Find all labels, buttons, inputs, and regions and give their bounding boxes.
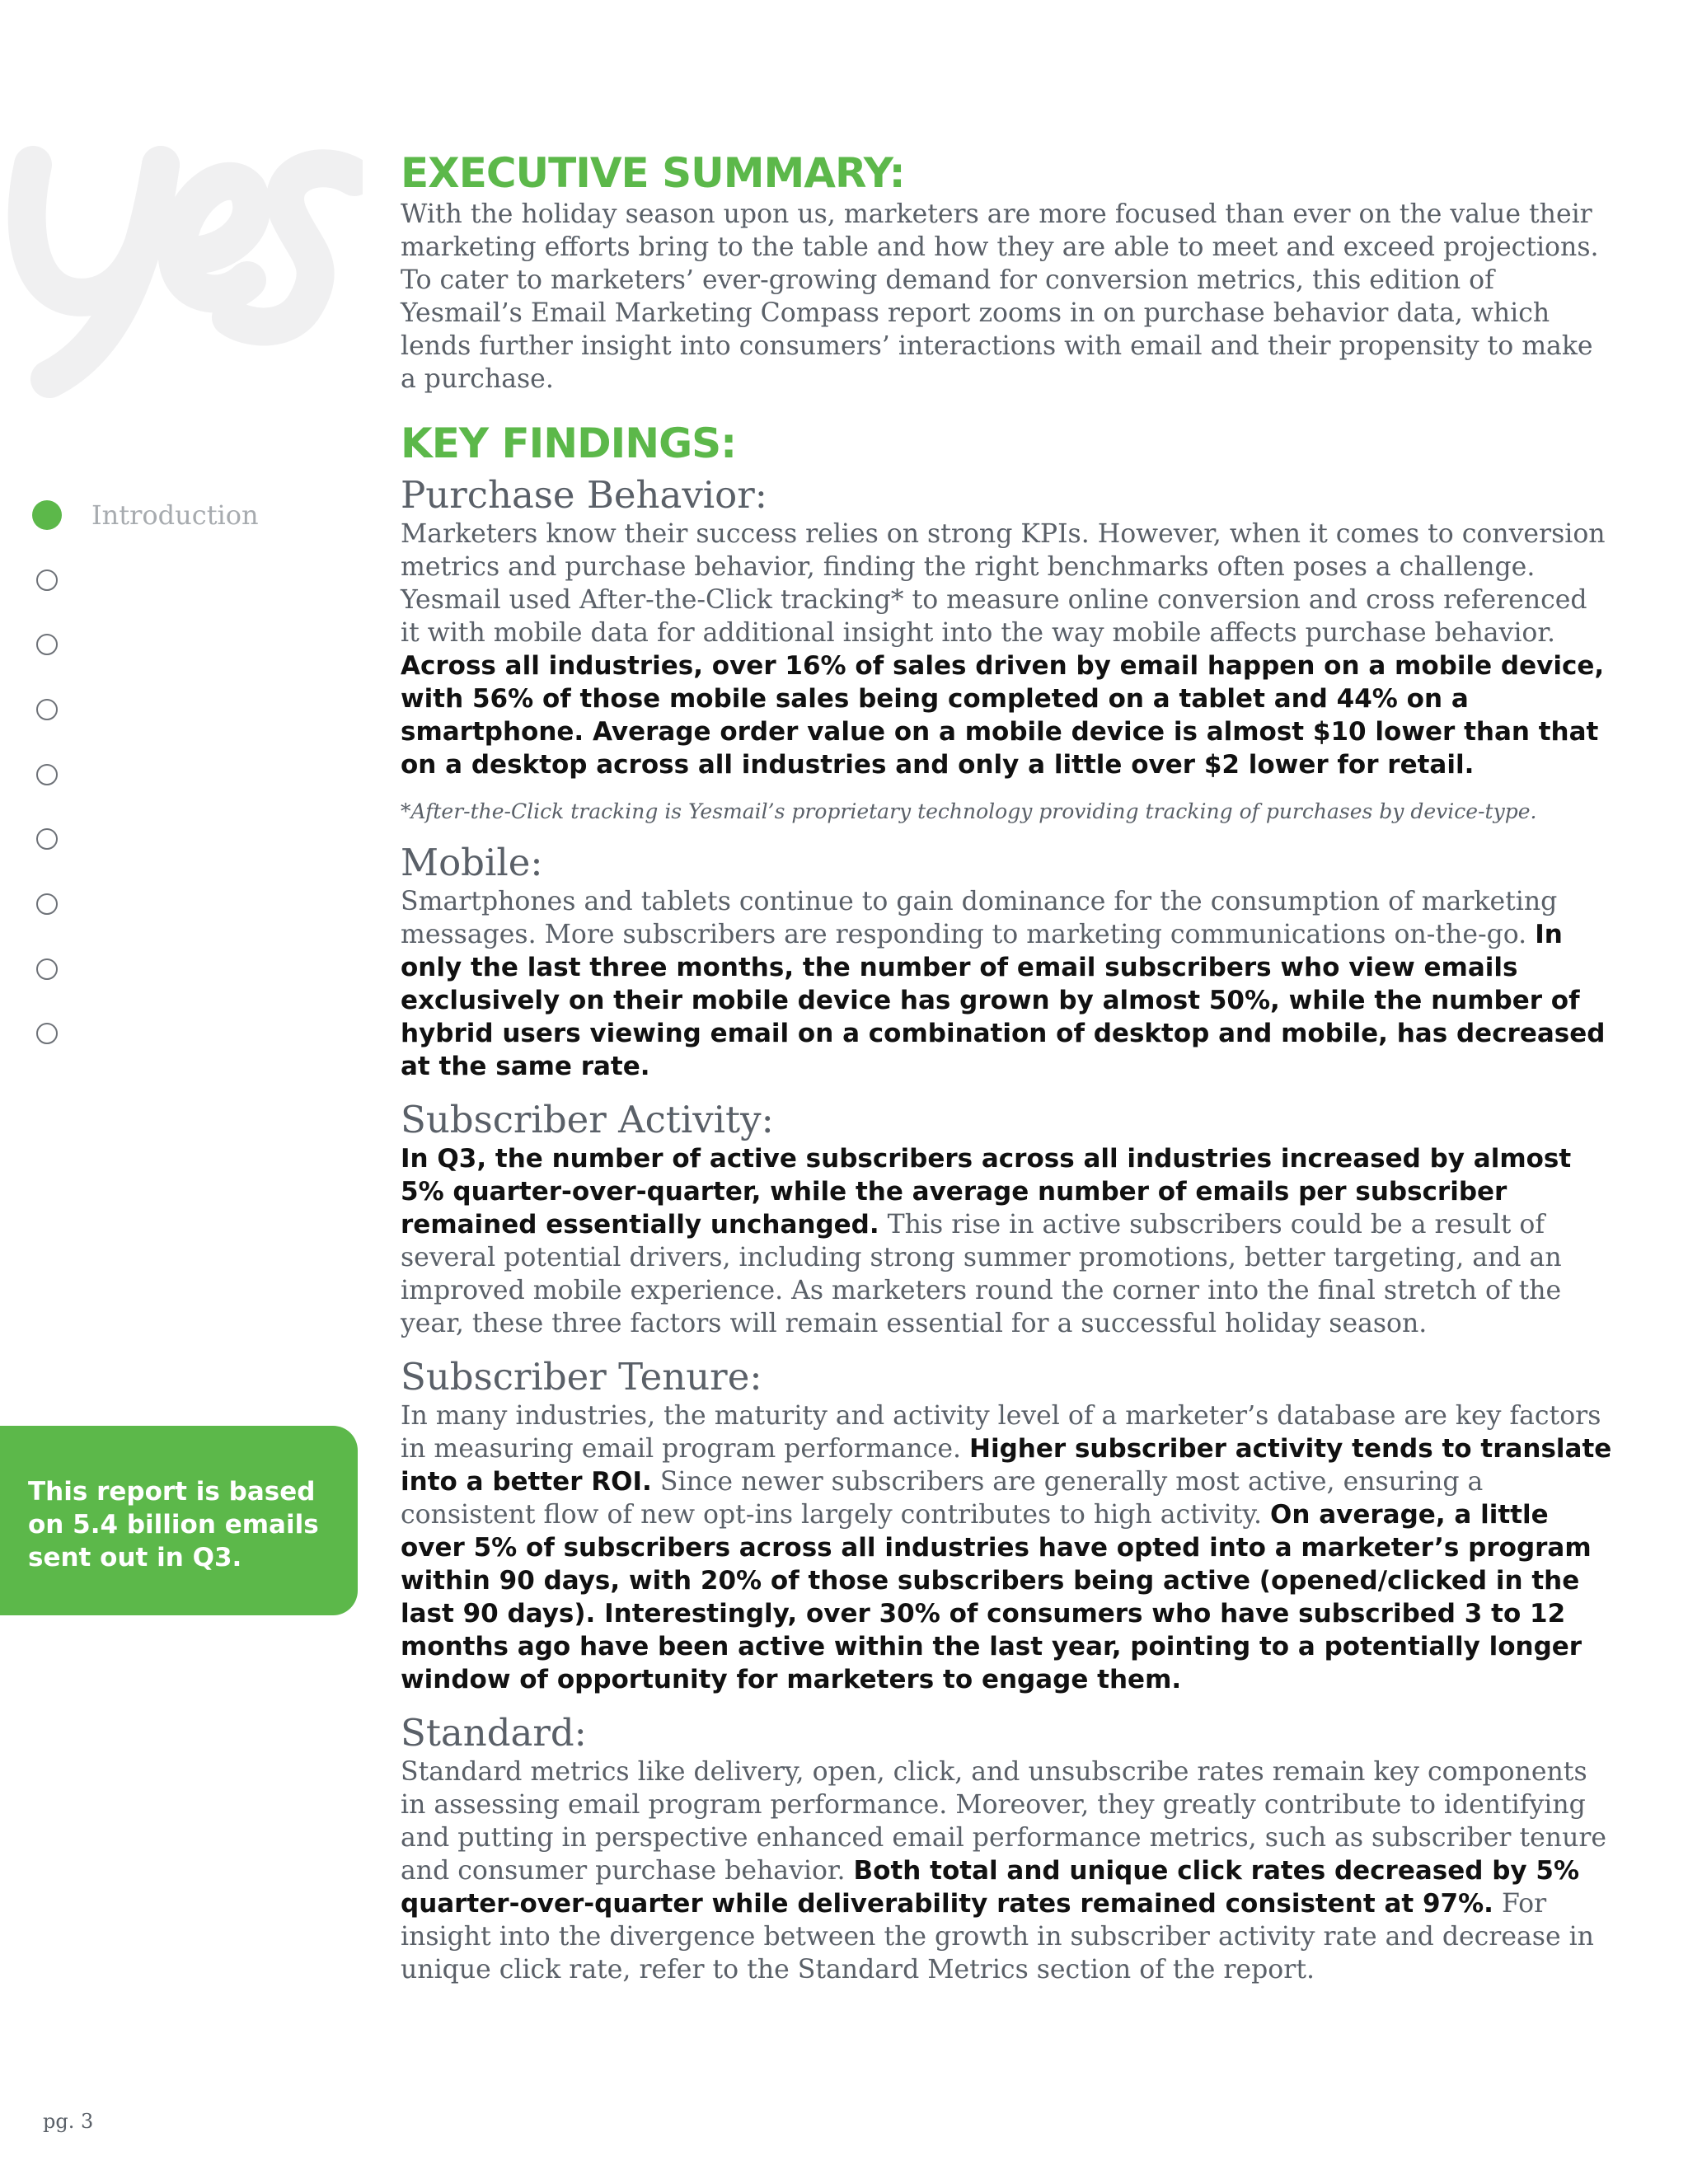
section-body bbox=[401, 518, 1612, 781]
subscriber-tenure-section bbox=[401, 1355, 1612, 1696]
purchase-behavior-section bbox=[401, 473, 1612, 826]
key-findings-heading: KEY FINDINGS: bbox=[401, 419, 737, 467]
nav-dot-icon bbox=[36, 828, 58, 850]
standard-section bbox=[401, 1711, 1612, 1986]
section-title: Subscriber Activity: bbox=[401, 1098, 774, 1141]
section-body bbox=[401, 1142, 1612, 1340]
nav-dot-icon bbox=[36, 634, 58, 655]
highlight-text: On average, a little over 5% of subscribers across all industries have opted into a marketer’s program within 90 days, with 20% of those subscribers being active (opened/clicked in the last 90 days). Interestingly, over 30% of consumers who have subscribed 3 to 12 months ago have been active within the last year, pointing to a potentially longer window of opportunity for marketers to engage them. bbox=[401, 1500, 1592, 1694]
body-text: Standard metrics like delivery, open, click, and unsubscribe rates remain key components in assessing email program performance. Moreover, they greatly contribute to identifying and putting in perspective enhanced email performance metrics, such as subscriber tenure and consumer purchase behavior. bbox=[401, 1757, 1607, 1886]
nav-dot-icon bbox=[36, 893, 58, 915]
mobile-section bbox=[401, 841, 1612, 1083]
subscriber-activity-section bbox=[401, 1098, 1612, 1340]
highlight-text: Across all industries, over 16% of sales driven by email happen on a mobile device, with 56% of those mobile sales being completed on a tablet and 44% on a smartphone. Average order value on a mobile device is almost $10 lower than that on a desktop across all industries and only a little over $2 lower for retail. bbox=[401, 651, 1605, 780]
footnote: *After-the-Click tracking is Yesmail’s proprietary technology providing tracking of purchases by device-type. bbox=[401, 799, 1537, 823]
nav-dot-icon bbox=[36, 764, 58, 785]
section-title: Standard: bbox=[401, 1711, 587, 1755]
page-number: pg. 3 bbox=[43, 2110, 94, 2133]
body-text: Since newer subscribers are generally most active, ensuring a consistent flow of new opt-ins largely contributes to high activity. bbox=[401, 1467, 1484, 1530]
section-body bbox=[401, 1399, 1612, 1696]
section-body bbox=[401, 1755, 1612, 1986]
section-title: Purchase Behavior: bbox=[401, 473, 767, 517]
nav-dot-icon bbox=[36, 1023, 58, 1044]
nav-item-4[interactable] bbox=[36, 693, 58, 726]
nav-item-introduction[interactable] bbox=[36, 499, 259, 532]
body-text: This rise in active subscribers could be a result of several potential drivers, including strong summer promotions, better targeting, and an improved mobile experience. As marketers round the corner into the final stretch of the year, these three factors will remain essential for a successful holiday season. bbox=[401, 1210, 1562, 1338]
nav-item-8[interactable] bbox=[36, 953, 58, 986]
nav-dot-icon bbox=[36, 699, 58, 720]
yes-logo-watermark bbox=[0, 99, 363, 404]
nav-dot-icon bbox=[36, 569, 58, 591]
executive-summary-heading: EXECUTIVE SUMMARY: bbox=[401, 149, 905, 197]
highlight-text: In only the last three months, the number of email subscribers who view emails exclusively on their mobile device has grown by almost 50%, while the number of hybrid users viewing email on a combination of desktop and mobile, has decreased at the same rate. bbox=[401, 920, 1606, 1081]
nav-item-3[interactable] bbox=[36, 628, 58, 661]
nav-item-6[interactable] bbox=[36, 823, 58, 855]
highlight-text: Both total and unique click rates decreased by 5% quarter-over-quarter while deliverability rates remained consistent at 97%. bbox=[401, 1856, 1580, 1919]
callout-text: This report is based on 5.4 billion emails sent out in Q3. bbox=[28, 1477, 319, 1572]
body-text: For insight into the divergence between the growth in subscriber activity rate and decrease in unique click rate, refer to the Standard Metrics section of the report. bbox=[401, 1889, 1594, 1985]
executive-summary-body: With the holiday season upon us, marketers are more focused than ever on the value their marketing efforts bring to the table and how they are able to meet and exceed projections. To cater to marketers’ ever-growing demand for conversion metrics, this edition of Yesmail’s Email Marketing Compass report zooms in on purchase behavior data, which lends further insight into consumers’ interactions with email and their propensity to make a purchase. bbox=[401, 199, 1599, 394]
section-title: Subscriber Tenure: bbox=[401, 1355, 762, 1399]
main-content bbox=[401, 148, 1612, 1986]
highlight-text: Higher subscriber activity tends to translate into a better ROI. bbox=[401, 1434, 1612, 1497]
section-title: Mobile: bbox=[401, 841, 543, 884]
stats-callout bbox=[0, 1426, 358, 1615]
nav-item-5[interactable] bbox=[36, 758, 58, 791]
body-text: In many industries, the maturity and activity level of a marketer’s database are key factors in measuring email program performance. bbox=[401, 1401, 1601, 1464]
highlight-text: In Q3, the number of active subscribers across all industries increased by almost 5% quarter-over-quarter, while the average number of emails per subscriber remained essentially unchanged. bbox=[401, 1144, 1572, 1240]
nav-dot-active-icon bbox=[32, 500, 62, 530]
body-text: Smartphones and tablets continue to gain dominance for the consumption of marketing messages. More subscribers are responding to marketing communications on-the-go. bbox=[401, 887, 1558, 949]
body-text: Marketers know their success relies on strong KPIs. However, when it comes to conversion metrics and purchase behavior, finding the right benchmarks often poses a challenge. Yesmail used After-the-Click tracking* to measure online conversion and cross referenced it with mobile data for additional insight into the way mobile affects purchase behavior. bbox=[401, 519, 1606, 648]
nav-item-7[interactable] bbox=[36, 888, 58, 921]
section-body bbox=[401, 885, 1612, 1083]
nav-item-label: Introduction bbox=[91, 499, 259, 531]
nav-item-2[interactable] bbox=[36, 564, 58, 597]
nav-item-9[interactable] bbox=[36, 1017, 58, 1050]
nav-dot-icon bbox=[36, 958, 58, 980]
